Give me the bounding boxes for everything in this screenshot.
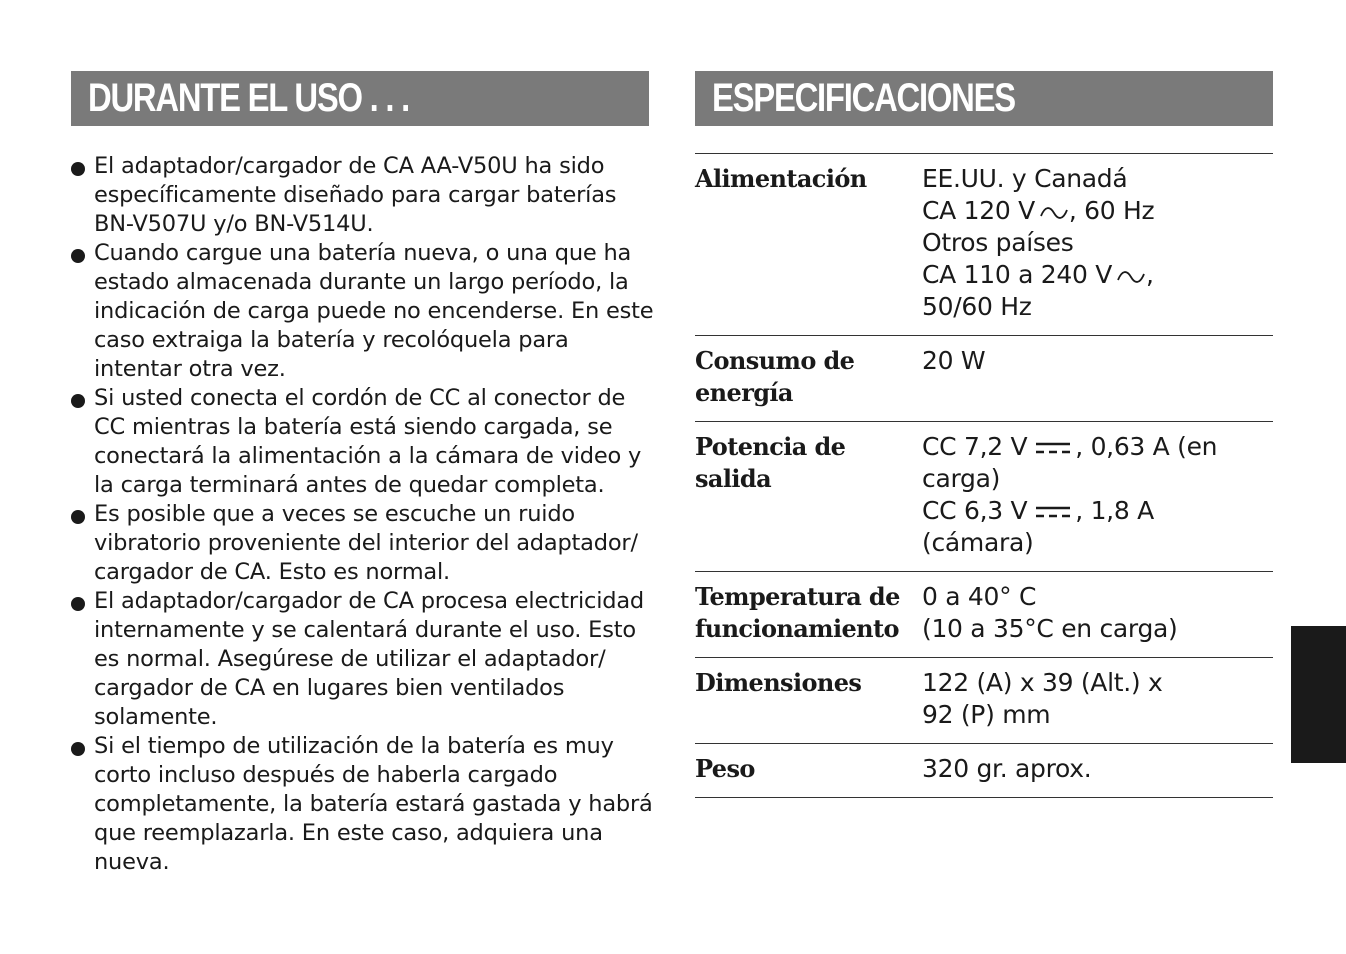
specifications-section-title: ESPECIFICACIONES bbox=[695, 71, 1273, 126]
spec-value-text: CA 110 a 240 V bbox=[922, 260, 1113, 289]
spec-value-text: 50/60 Hz bbox=[922, 292, 1032, 321]
usage-note-item bbox=[71, 500, 651, 587]
usage-note-item bbox=[71, 239, 654, 384]
bullet-icon bbox=[71, 394, 85, 408]
spec-value-text: , 0,63 A (en bbox=[1075, 432, 1218, 461]
spec-value-text: (10 a 35°C en carga) bbox=[922, 614, 1178, 643]
spec-row bbox=[695, 336, 1273, 422]
bullet-icon bbox=[71, 249, 85, 263]
ac-symbol-icon bbox=[1116, 269, 1146, 285]
spec-value bbox=[922, 572, 1273, 658]
usage-note-item bbox=[71, 152, 651, 239]
spec-value-text: CC 6,3 V bbox=[922, 496, 1028, 525]
spec-value-text: (cámara) bbox=[922, 528, 1034, 557]
spec-value-line bbox=[922, 613, 1273, 645]
spec-row bbox=[695, 572, 1273, 658]
usage-note-line: solamente. bbox=[94, 704, 218, 730]
usage-note-line: caso extraiga la batería y recolóquela para bbox=[94, 327, 569, 353]
usage-note-item bbox=[71, 384, 651, 500]
usage-notes-list bbox=[71, 152, 654, 877]
usage-note-line: Cuando cargue una batería nueva, o una que ha bbox=[94, 240, 632, 266]
spec-value-line bbox=[922, 495, 1273, 527]
spec-value-line bbox=[922, 345, 1273, 377]
dc-symbol-icon bbox=[1035, 441, 1071, 455]
spec-value bbox=[922, 154, 1273, 336]
usage-note-line: Es posible que a veces se escuche un ruido bbox=[94, 501, 575, 527]
spec-value-text: , bbox=[1146, 260, 1154, 289]
spec-row bbox=[695, 744, 1273, 798]
spec-value-line bbox=[922, 667, 1273, 699]
usage-note-line: CC mientras la batería está siendo cargada, se bbox=[94, 414, 613, 440]
spec-row bbox=[695, 154, 1273, 336]
usage-note-line: vibratorio proveniente del interior del adaptador/ bbox=[94, 530, 638, 556]
usage-note-line: Si el tiempo de utilización de la batería es muy bbox=[94, 733, 614, 759]
usage-note-line: BN-V507U y/o BN-V514U. bbox=[94, 211, 374, 237]
spec-value-line bbox=[922, 581, 1273, 613]
spec-label bbox=[695, 154, 922, 336]
spec-label-line: salida bbox=[695, 464, 772, 493]
spec-value-text: 320 gr. aprox. bbox=[922, 754, 1092, 783]
spec-value-line bbox=[922, 195, 1273, 227]
ac-symbol-icon bbox=[1039, 205, 1069, 221]
spec-row bbox=[695, 658, 1273, 744]
spec-value-line bbox=[922, 527, 1273, 559]
spec-value-text: CA 120 V bbox=[922, 196, 1035, 225]
bullet-icon bbox=[71, 510, 85, 524]
page-side-tab bbox=[1291, 626, 1346, 763]
spec-value-text: CC 7,2 V bbox=[922, 432, 1028, 461]
specifications-table bbox=[695, 153, 1273, 798]
spec-label bbox=[695, 336, 922, 422]
spec-value-text: 20 W bbox=[922, 346, 986, 375]
usage-note-item bbox=[71, 587, 651, 732]
usage-note-line: que reemplazarla. En este caso, adquiera una bbox=[94, 820, 603, 846]
spec-label-line: Temperatura de bbox=[695, 582, 900, 611]
spec-label bbox=[695, 572, 922, 658]
usage-note-line: El adaptador/cargador de CA AA-V50U ha sido bbox=[94, 153, 605, 179]
spec-label-line: Dimensiones bbox=[695, 668, 862, 697]
spec-label-line: funcionamiento bbox=[695, 614, 899, 643]
dc-symbol-icon bbox=[1035, 505, 1071, 519]
spec-value-line bbox=[922, 227, 1273, 259]
usage-note-item bbox=[71, 732, 651, 877]
usage-note-line: es normal. Asegúrese de utilizar el adaptador/ bbox=[94, 646, 606, 672]
bullet-icon bbox=[71, 742, 85, 756]
usage-note-line: corto incluso después de haberla cargado bbox=[94, 762, 558, 788]
usage-note-line: específicamente diseñado para cargar baterías bbox=[94, 182, 617, 208]
usage-note-line: la carga terminará antes de quedar completa. bbox=[94, 472, 605, 498]
spec-value-line bbox=[922, 463, 1273, 495]
spec-label-line: Consumo de bbox=[695, 346, 855, 375]
spec-label bbox=[695, 658, 922, 744]
bullet-icon bbox=[71, 597, 85, 611]
usage-note-line: indicación de carga puede no encenderse. En este bbox=[94, 298, 654, 324]
usage-note-line: completamente, la batería estará gastada y habrá bbox=[94, 791, 653, 817]
spec-value-text: 0 a 40° C bbox=[922, 582, 1037, 611]
spec-value-line bbox=[922, 259, 1273, 291]
spec-value-line bbox=[922, 163, 1273, 195]
spec-value-text: 92 (P) mm bbox=[922, 700, 1051, 729]
spec-value-line bbox=[922, 291, 1273, 323]
spec-label-line: energía bbox=[695, 378, 793, 407]
spec-value-line bbox=[922, 431, 1273, 463]
spec-value bbox=[922, 422, 1273, 572]
usage-note-line: internamente y se calentará durante el uso. Esto bbox=[94, 617, 636, 643]
usage-note-line: nueva. bbox=[94, 849, 170, 875]
usage-section-title: DURANTE EL USO . . . bbox=[71, 71, 649, 126]
spec-value bbox=[922, 744, 1273, 798]
usage-note-line: conectará la alimentación a la cámara de video y bbox=[94, 443, 642, 469]
spec-value bbox=[922, 658, 1273, 744]
spec-value-text: EE.UU. y Canadá bbox=[922, 164, 1128, 193]
spec-label bbox=[695, 422, 922, 572]
spec-value-line bbox=[922, 753, 1273, 785]
spec-value-text: , 60 Hz bbox=[1068, 196, 1155, 225]
usage-note-line: estado almacenada durante un largo período, la bbox=[94, 269, 629, 295]
spec-row bbox=[695, 422, 1273, 572]
spec-value-text: 122 (A) x 39 (Alt.) x bbox=[922, 668, 1163, 697]
spec-label bbox=[695, 744, 922, 798]
spec-label-line: Potencia de bbox=[695, 432, 846, 461]
spec-value-text: carga) bbox=[922, 464, 1001, 493]
spec-value-line bbox=[922, 699, 1273, 731]
spec-label-line: Alimentación bbox=[695, 164, 867, 193]
usage-note-line: intentar otra vez. bbox=[94, 356, 286, 382]
usage-note-line: cargador de CA. Esto es normal. bbox=[94, 559, 451, 585]
usage-note-line: Si usted conecta el cordón de CC al conector de bbox=[94, 385, 626, 411]
spec-label-line: Peso bbox=[695, 754, 755, 783]
usage-note-line: El adaptador/cargador de CA procesa electricidad bbox=[94, 588, 644, 614]
spec-value-text: , 1,8 A bbox=[1075, 496, 1154, 525]
spec-value-text: Otros países bbox=[922, 228, 1074, 257]
usage-note-line: cargador de CA en lugares bien ventilados bbox=[94, 675, 565, 701]
bullet-icon bbox=[71, 162, 85, 176]
spec-value bbox=[922, 336, 1273, 422]
